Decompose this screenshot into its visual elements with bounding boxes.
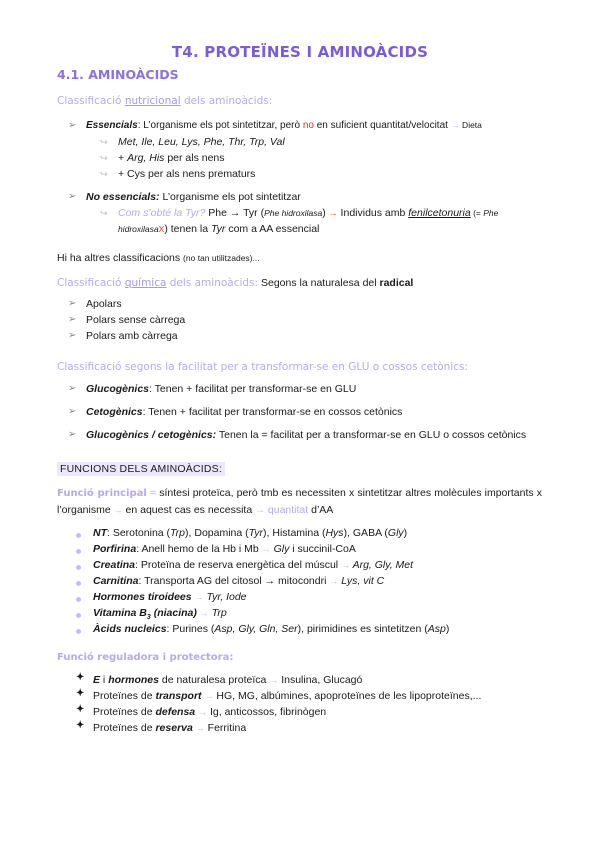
- chemical-item: Polars amb càrrega: [86, 330, 178, 342]
- sub-arrow-icon: ↪: [100, 208, 108, 218]
- section-title: 4.1. AMINOÀCIDS: [57, 67, 179, 82]
- other-classifications: Hi ha altres classificacions (no tan utilitzades)...: [57, 252, 260, 264]
- sub-arrow-icon: ↪: [100, 153, 108, 163]
- regulatory-item: Proteïnes de reserva → Ferritina: [93, 722, 247, 734]
- cross-bullet-icon: ✦: [76, 672, 85, 683]
- function-item-porfirina: Porfirina: Anell hemo de la Hb i Mb → Gly i succinil-CoA: [93, 543, 356, 555]
- glu-item: Cetogènics: Tenen + facilitat per transformar-se en cossos cetònics: [86, 406, 403, 418]
- regulatory-item: Proteïnes de transport → HG, MG, albúmines, apoproteïnes de les lipoproteïnes,...: [93, 690, 482, 702]
- function-item-nt: NT: Serotonina (Trp), Dopamina (Tyr), Histamina (Hys), GABA (Gly): [93, 527, 408, 539]
- tyr-question-line: Com s’obté la Tyr? Phe → Tyr (Phe hidroxilasa) → Individus amb fenilcetonuria (= Phe: [118, 207, 499, 219]
- tyr-answer-line: hidroxilasaX) tenen la Tyr com a AA essencial: [118, 223, 320, 235]
- non-essentials-line: No essencials: L’organisme els pot sintetitzar: [86, 191, 301, 203]
- arrow-bullet-icon: ➢: [68, 120, 77, 131]
- dot-bullet-icon: [76, 565, 81, 570]
- essentials-line: Essencials: L’organisme els pot sintetitzar, però no en suficient quantitat/velocitat → Dieta: [86, 120, 482, 131]
- arrow-bullet-icon: ➢: [68, 330, 77, 341]
- nutritional-heading: Classificació nutricional dels aminoàcids:: [57, 95, 273, 107]
- essentials-kids: + Arg, His per als nens: [118, 152, 225, 164]
- essentials-premature: + Cys per als nens prematurs: [118, 168, 256, 180]
- regulatory-item: Proteïnes de defensa → Ig, anticossos, fibrinògen: [93, 706, 327, 718]
- dot-bullet-icon: [76, 629, 81, 634]
- essentials-list: Met, Ile, Leu, Lys, Phe, Thr, Trp, Val: [118, 136, 285, 148]
- dot-bullet-icon: [76, 549, 81, 554]
- cross-bullet-icon: ✦: [76, 688, 85, 699]
- glu-item: Glucogènics / cetogènics: Tenen la = facilitat per a transformar-se en GLU o cossos cetònics: [86, 429, 527, 441]
- regulatory-item: E i hormones de naturalesa proteïca → Insulina, Glucagó: [93, 674, 363, 686]
- arrow-bullet-icon: ➢: [68, 429, 77, 440]
- functions-heading: FUNCIONS DELS AMINOÀCIDS:: [57, 462, 225, 476]
- function-item-creatina: Creatina: Proteïna de reserva energètica del múscul → Arg, Gly, Met: [93, 559, 414, 571]
- function-item-vitamin: Vitamina $B_3$ (niacina) → Trp: [93, 607, 227, 622]
- arrow-bullet-icon: ➢: [68, 314, 77, 325]
- chemical-item: Apolars: [86, 298, 122, 310]
- principal-function-paragraph: Funció principal = síntesi proteïca, però tmb es necessiten x sintetitzar altres molècules importants x l’organisme → en aquest cas es necessita → quantitat d’AA: [57, 487, 543, 516]
- dot-bullet-icon: [76, 597, 81, 602]
- dot-bullet-icon: [76, 533, 81, 538]
- cross-bullet-icon: ✦: [76, 704, 85, 715]
- arrow-bullet-icon: ➢: [68, 383, 77, 394]
- glu-heading: Classificació segons la facilitat per a transformar-se en GLU o cossos cetònics:: [57, 361, 469, 373]
- function-item-hormones: Hormones tiroidees → Tyr, Iode: [93, 591, 247, 603]
- chemical-heading: Classificació química dels aminoàcids: Segons la naturalesa del radical: [57, 277, 414, 289]
- page-title: T4. PROTEÏNES I AMINOÀCIDS: [171, 43, 429, 61]
- sub-arrow-icon: ↪: [100, 169, 108, 179]
- arrow-bullet-icon: ➢: [68, 406, 77, 417]
- arrow-bullet-icon: ➢: [68, 191, 77, 202]
- function-item-carnitina: Carnitina: Transporta AG del citosol → mitocondri → Lys, vit C: [93, 575, 385, 587]
- arrow-bullet-icon: ➢: [68, 298, 77, 309]
- sub-arrow-icon: ↪: [100, 137, 108, 147]
- dot-bullet-icon: [76, 613, 81, 618]
- regulatory-heading: Funció reguladora i protectora:: [57, 652, 234, 663]
- glu-item: Glucogènics: Tenen + facilitat per transformar-se en GLU: [86, 383, 357, 395]
- cross-bullet-icon: ✦: [76, 720, 85, 731]
- dot-bullet-icon: [76, 581, 81, 586]
- function-item-nucleic: Àcids nucleics: Purines (Asp, Gly, Gln, Ser), pirimidines es sintetitzen (Asp): [93, 623, 450, 635]
- chemical-item: Polars sense càrrega: [86, 314, 186, 326]
